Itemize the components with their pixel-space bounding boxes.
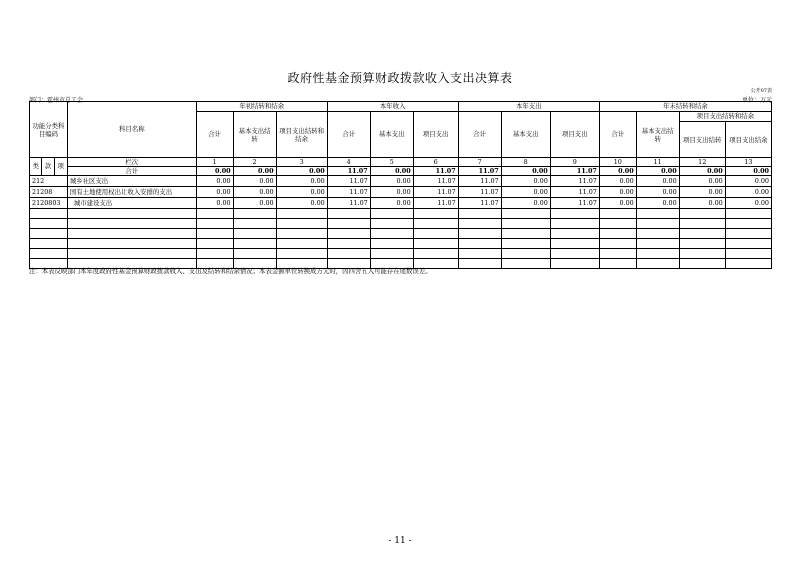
table-row <box>30 176 772 187</box>
form-number: 公开07表 <box>750 88 772 94</box>
header-end-project-group: 项目支出结转和结余 <box>679 112 771 122</box>
col-number: 10 <box>599 158 636 167</box>
value-cell: 11.07 <box>550 198 599 209</box>
empty-row <box>30 219 772 229</box>
header-begin-project: 项目支出结转和结余 <box>276 112 327 158</box>
value-cell: 0.00 <box>679 198 725 209</box>
header-end-basic: 基本支出结转 <box>636 112 679 158</box>
value-cell: 0.00 <box>599 198 636 209</box>
value-cell: 0.00 <box>679 187 725 198</box>
total-cell: 11.07 <box>458 167 501 176</box>
footnote: 注：本表反映部门本年度政府性基金预算财政拨款收入、支出及结转和结余情况；本表金额单位转换成万元时，因四舍五入可能存在尾数误差。 <box>29 267 432 275</box>
subject-name-cell: 城市建设支出 <box>67 198 196 209</box>
value-cell: 11.07 <box>550 187 599 198</box>
value-cell: 0.00 <box>636 198 679 209</box>
total-cell: 0.00 <box>599 167 636 176</box>
value-cell: 0.00 <box>196 198 233 209</box>
header-group-expense: 本年支出 <box>458 102 599 112</box>
value-cell: 0.00 <box>725 176 771 187</box>
total-cell: 0.00 <box>501 167 550 176</box>
col-number: 12 <box>679 158 725 167</box>
value-cell: 0.00 <box>501 187 550 198</box>
header-subject-name: 科目名称 <box>67 102 196 158</box>
value-cell: 11.07 <box>458 176 501 187</box>
value-cell: 0.00 <box>599 187 636 198</box>
value-cell: 11.07 <box>327 176 370 187</box>
header-end-project-balance: 项目支出结余 <box>725 122 771 158</box>
value-cell: 0.00 <box>233 187 276 198</box>
value-cell: 0.00 <box>196 187 233 198</box>
value-cell: 0.00 <box>370 176 413 187</box>
empty-row <box>30 239 772 249</box>
col-number: 2 <box>233 158 276 167</box>
table-row <box>30 187 772 198</box>
total-cell: 0.00 <box>233 167 276 176</box>
total-cell: 0.00 <box>679 167 725 176</box>
col-number: 3 <box>276 158 327 167</box>
unit-label: 单位：万元 <box>741 97 772 104</box>
value-cell: 11.07 <box>327 187 370 198</box>
header-func-code: 功能分类科目编码 <box>30 102 68 158</box>
total-cell: 0.00 <box>370 167 413 176</box>
subject-name-cell: 国有土地使用权出让收入安排的支出 <box>67 187 196 198</box>
header-end-project-carry: 项目支出结转 <box>679 122 725 158</box>
value-cell: 0.00 <box>636 187 679 198</box>
col-number: 13 <box>725 158 771 167</box>
total-cell: 11.07 <box>413 167 458 176</box>
col-number: 8 <box>501 158 550 167</box>
value-cell: 0.00 <box>725 187 771 198</box>
page-number: - 11 - <box>388 536 412 546</box>
value-cell: 11.07 <box>413 198 458 209</box>
header-expense-total: 合计 <box>458 112 501 158</box>
empty-row <box>30 229 772 239</box>
subject-name-cell: 城乡社区支出 <box>67 176 196 187</box>
department-label: 部门：霍州市总工会 <box>29 97 84 104</box>
total-label: 合计 <box>67 167 196 176</box>
value-cell: 0.00 <box>679 176 725 187</box>
col-number: 5 <box>370 158 413 167</box>
col-number: 7 <box>458 158 501 167</box>
total-cell: 0.00 <box>276 167 327 176</box>
empty-row <box>30 249 772 259</box>
total-cell: 11.07 <box>550 167 599 176</box>
func-code-cell: 212 <box>30 176 68 187</box>
value-cell: 0.00 <box>196 176 233 187</box>
value-cell: 11.07 <box>413 176 458 187</box>
header-lei: 类 <box>30 158 42 176</box>
total-cell: 0.00 <box>196 167 233 176</box>
table-row <box>30 198 772 209</box>
value-cell: 0.00 <box>233 176 276 187</box>
col-number: 9 <box>550 158 599 167</box>
value-cell: 0.00 <box>501 198 550 209</box>
column-index-label: 栏次 <box>67 158 196 167</box>
total-row <box>30 167 772 176</box>
value-cell: 0.00 <box>370 187 413 198</box>
value-cell: 11.07 <box>458 187 501 198</box>
value-cell: 0.00 <box>725 198 771 209</box>
total-cell: 0.00 <box>636 167 679 176</box>
header-income-basic: 基本支出 <box>370 112 413 158</box>
col-number: 4 <box>327 158 370 167</box>
header-expense-basic: 基本支出 <box>501 112 550 158</box>
header-begin-total: 合计 <box>196 112 233 158</box>
func-code-cell: 2120803 <box>30 198 68 209</box>
header-income-project: 项目支出 <box>413 112 458 158</box>
header-begin-basic: 基本支出结转 <box>233 112 276 158</box>
empty-row <box>30 209 772 219</box>
header-group-income: 本年收入 <box>327 102 458 112</box>
total-cell: 11.07 <box>327 167 370 176</box>
fund-budget-table <box>29 101 772 269</box>
col-number: 6 <box>413 158 458 167</box>
value-cell: 0.00 <box>233 198 276 209</box>
header-expense-project: 项目支出 <box>550 112 599 158</box>
report-title: 政府性基金预算财政拨款收入支出决算表 <box>287 71 513 85</box>
value-cell: 0.00 <box>599 176 636 187</box>
value-cell: 11.07 <box>458 198 501 209</box>
func-code-cell: 21208 <box>30 187 68 198</box>
total-cell: 0.00 <box>725 167 771 176</box>
value-cell: 0.00 <box>276 198 327 209</box>
value-cell: 0.00 <box>276 176 327 187</box>
value-cell: 11.07 <box>413 187 458 198</box>
header-kuan: 款 <box>42 158 54 176</box>
header-xiang: 项 <box>54 158 67 176</box>
value-cell: 11.07 <box>327 198 370 209</box>
col-number: 1 <box>196 158 233 167</box>
value-cell: 0.00 <box>276 187 327 198</box>
header-income-total: 合计 <box>327 112 370 158</box>
value-cell: 11.07 <box>550 176 599 187</box>
col-number: 11 <box>636 158 679 167</box>
header-end-total: 合计 <box>599 112 636 158</box>
value-cell: 0.00 <box>370 198 413 209</box>
value-cell: 0.00 <box>636 176 679 187</box>
header-group-begin: 年初结转和结余 <box>196 102 327 112</box>
header-group-end: 年末结转和结余 <box>599 102 771 112</box>
value-cell: 0.00 <box>501 176 550 187</box>
